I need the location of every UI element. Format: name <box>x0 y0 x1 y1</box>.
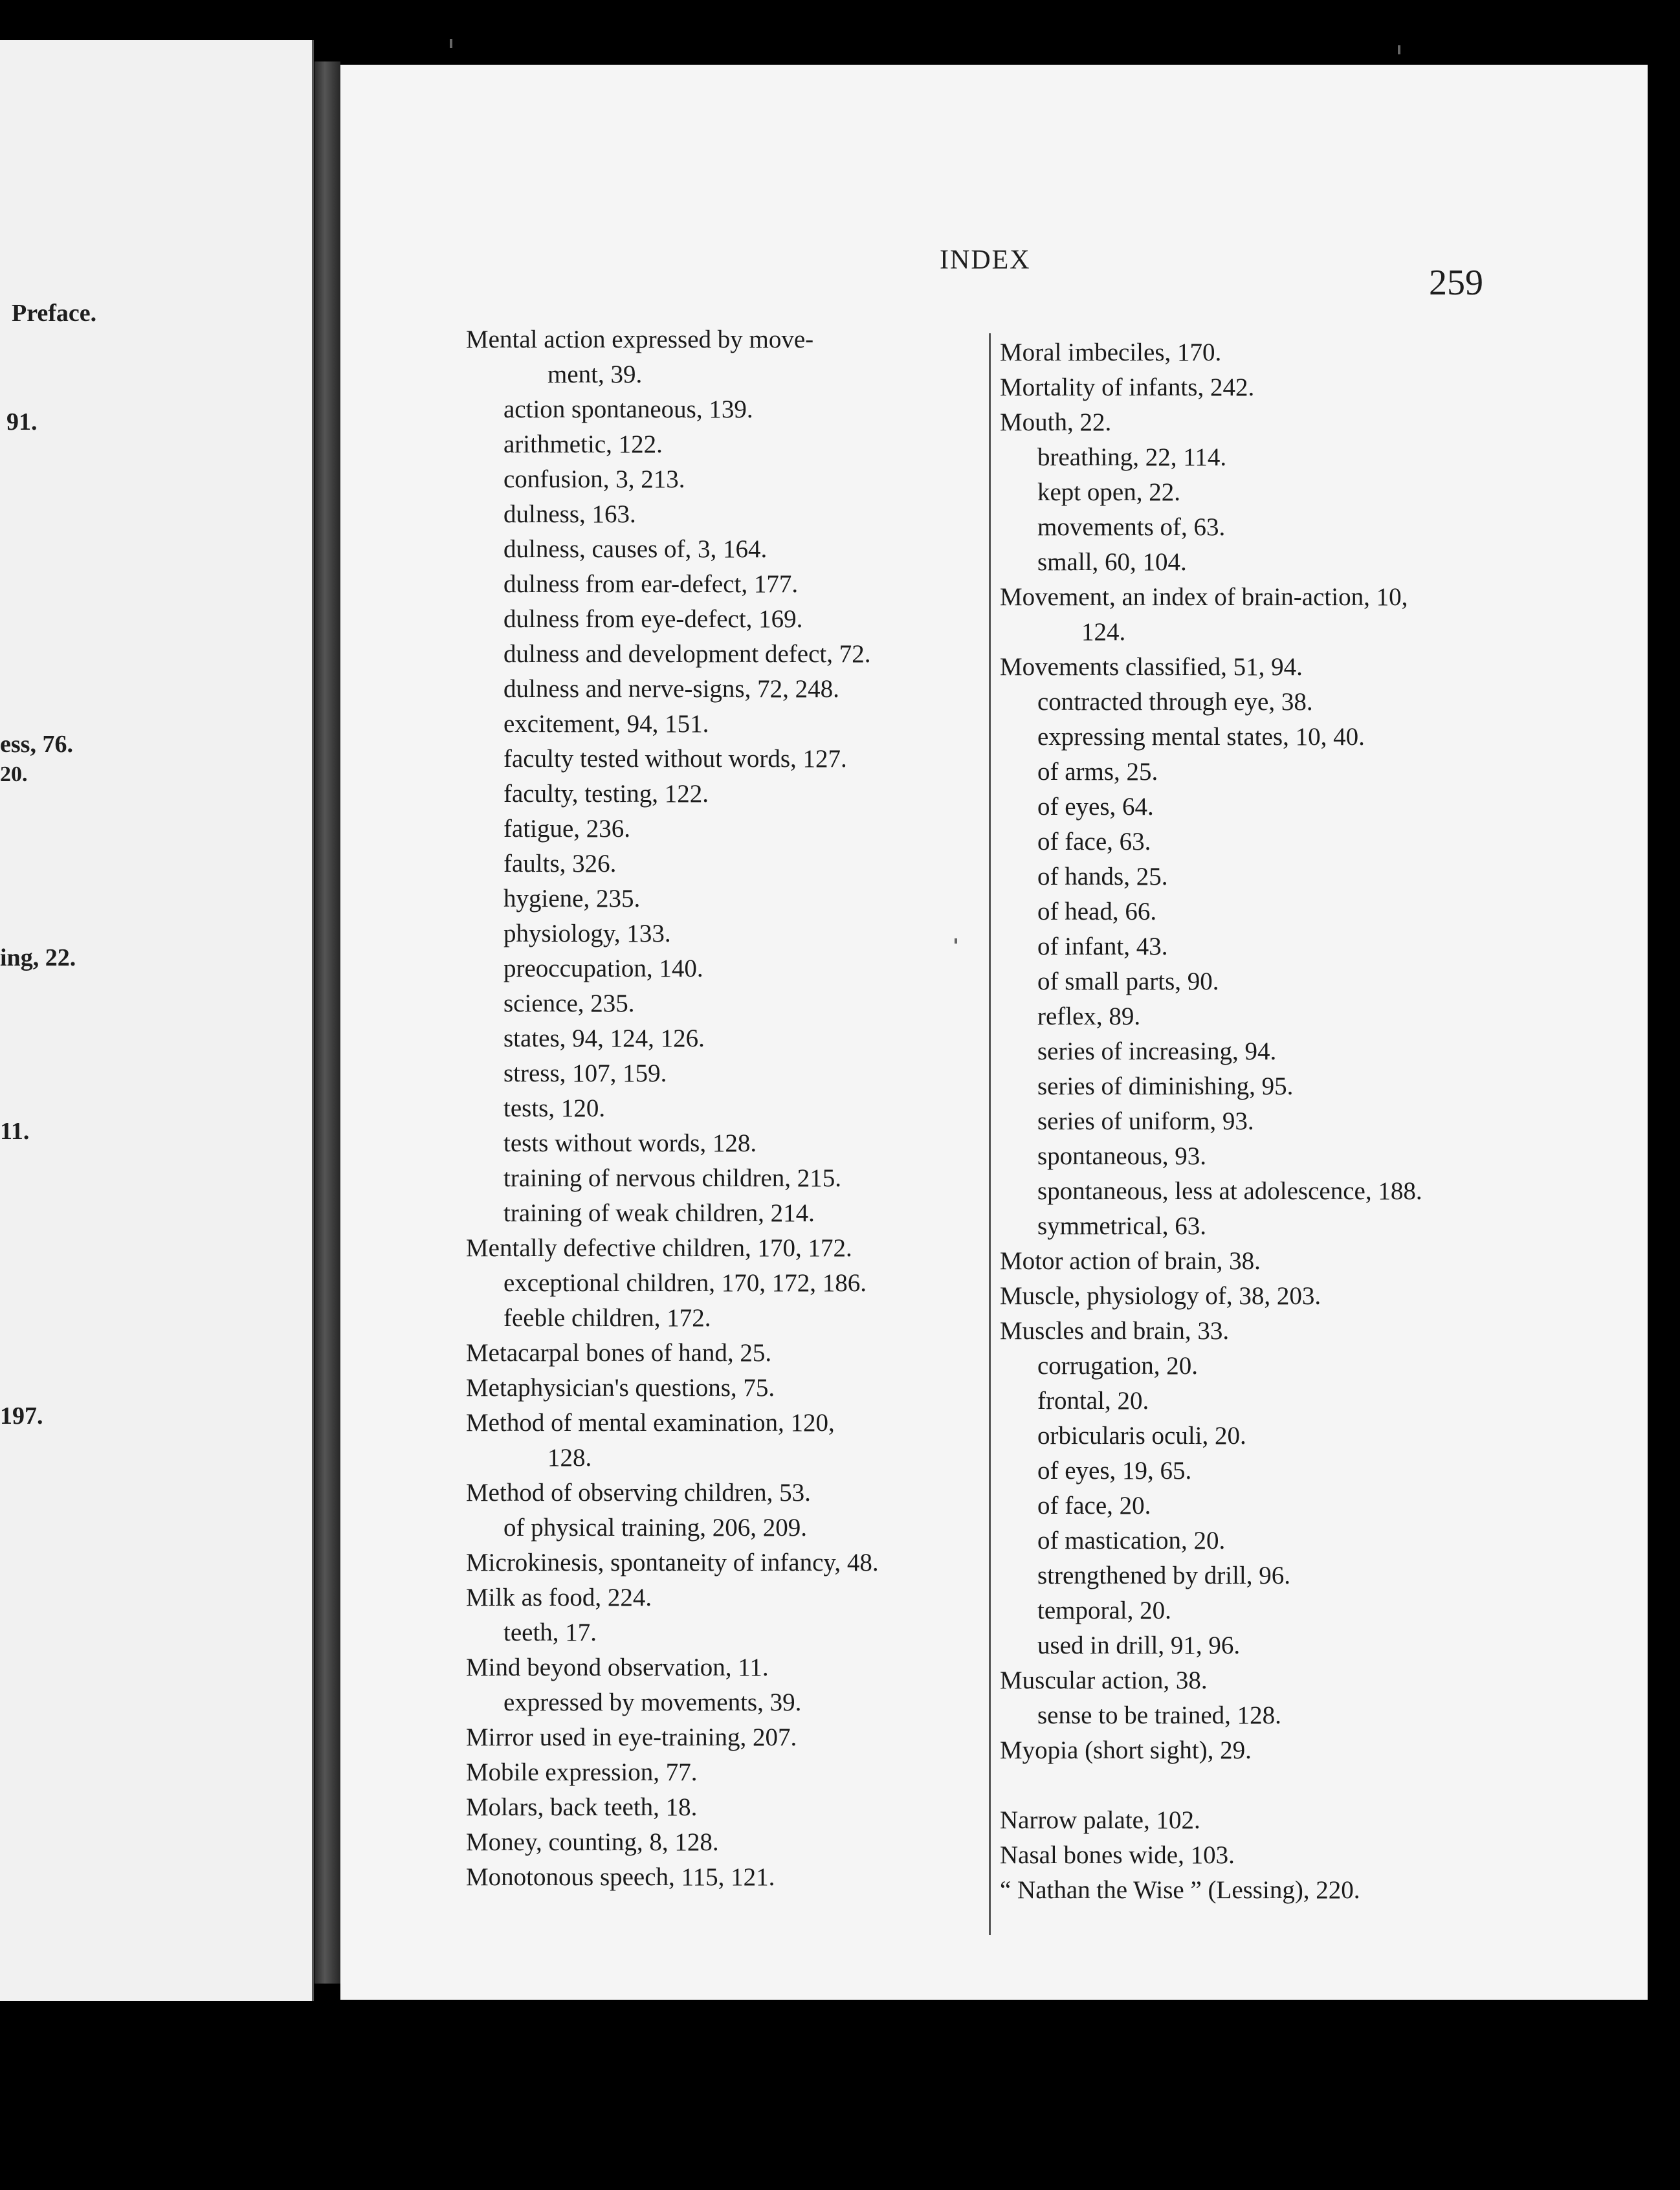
index-entry: of eyes, 64. <box>1037 793 1154 821</box>
index-entry: Muscles and brain, 33. <box>1000 1317 1230 1345</box>
index-entry: Metaphysician's questions, 75. <box>466 1374 775 1402</box>
index-entry: training of nervous children, 215. <box>503 1164 842 1192</box>
index-entry: expressed by movements, 39. <box>503 1688 802 1716</box>
index-entry: teeth, 17. <box>503 1619 597 1646</box>
index-entry: Nasal bones wide, 103. <box>1000 1841 1235 1869</box>
index-entry: sense to be trained, 128. <box>1037 1701 1281 1729</box>
index-entry: series of uniform, 93. <box>1037 1107 1254 1135</box>
index-entry: hygiene, 235. <box>503 885 641 912</box>
index-entry: Mortality of infants, 242. <box>1000 373 1255 401</box>
column-divider <box>989 333 991 1935</box>
index-entry: dulness, causes of, 3, 164. <box>503 535 768 563</box>
index-entry: dulness from eye-defect, 169. <box>503 605 803 633</box>
index-entry: dulness and nerve-signs, 72, 248. <box>503 675 839 703</box>
index-entry: Method of mental examination, 120, <box>466 1409 835 1437</box>
index-entry: frontal, 20. <box>1037 1387 1149 1415</box>
index-entry: arithmetic, 122. <box>503 430 663 458</box>
index-entry: reflex, 89. <box>1037 1002 1141 1030</box>
index-entry: “ Nathan the Wise ” (Lessing), 220. <box>1000 1876 1360 1904</box>
index-entry: feeble children, 172. <box>503 1304 711 1332</box>
index-entry: of mastication, 20. <box>1037 1527 1226 1554</box>
index-column-left <box>466 322 977 1895</box>
index-entry: science, 235. <box>503 990 635 1017</box>
book-spine <box>315 61 340 1984</box>
index-entry: Milk as food, 224. <box>466 1584 652 1611</box>
index-entry <box>1000 1768 1466 1803</box>
scan-speck <box>1398 45 1400 54</box>
index-entry: 124. <box>1081 618 1126 646</box>
index-entry: small, 60, 104. <box>1037 548 1187 576</box>
margin-fragment: 91. <box>6 408 38 436</box>
index-entry: confusion, 3, 213. <box>503 465 685 493</box>
index-entry: Moral imbeciles, 170. <box>1000 338 1222 366</box>
running-header: INDEX <box>940 245 1031 275</box>
scan-speck <box>955 938 957 944</box>
index-entry: faculty tested without words, 127. <box>503 745 847 773</box>
index-entry: corrugation, 20. <box>1037 1352 1199 1380</box>
index-entry: spontaneous, 93. <box>1037 1142 1207 1170</box>
index-entry: Muscle, physiology of, 38, 203. <box>1000 1282 1321 1310</box>
index-entry: of eyes, 19, 65. <box>1037 1457 1192 1485</box>
index-entry: strengthened by drill, 96. <box>1037 1562 1291 1589</box>
index-entry: states, 94, 124, 126. <box>503 1024 705 1052</box>
margin-fragment: 197. <box>0 1402 43 1430</box>
index-entry: dulness from ear-defect, 177. <box>503 570 799 598</box>
margin-fragment: 11. <box>0 1118 30 1145</box>
scan-speck <box>450 39 452 48</box>
index-entry: of arms, 25. <box>1037 758 1158 786</box>
index-entry: preoccupation, 140. <box>503 955 703 982</box>
index-entry: exceptional children, 170, 172, 186. <box>503 1269 867 1297</box>
index-entry: of physical training, 206, 209. <box>503 1514 808 1542</box>
index-entry: of small parts, 90. <box>1037 968 1219 995</box>
index-entry: Method of observing children, 53. <box>466 1479 811 1507</box>
index-entry: temporal, 20. <box>1037 1597 1171 1624</box>
index-entry: stress, 107, 159. <box>503 1059 667 1087</box>
index-entry: Mobile expression, 77. <box>466 1758 698 1786</box>
index-entry: training of weak children, 214. <box>503 1199 815 1227</box>
index-entry: expressing mental states, 10, 40. <box>1037 723 1365 751</box>
index-entry: kept open, 22. <box>1037 478 1180 506</box>
index-entry: of head, 66. <box>1037 898 1157 925</box>
index-entry: dulness, 163. <box>503 500 636 528</box>
index-entry: Monotonous speech, 115, 121. <box>466 1863 775 1891</box>
index-entry: faculty, testing, 122. <box>503 780 709 808</box>
index-entry: Molars, back teeth, 18. <box>466 1793 698 1821</box>
index-entry: Movements classified, 51, 94. <box>1000 653 1303 681</box>
index-entry: of infant, 43. <box>1037 933 1168 960</box>
margin-fragment: Preface. <box>12 300 97 327</box>
index-entry: of face, 20. <box>1037 1492 1151 1520</box>
index-entry: Narrow palate, 102. <box>1000 1806 1200 1834</box>
index-entry: orbicularis oculi, 20. <box>1037 1422 1246 1450</box>
index-entry: Movement, an index of brain-action, 10, <box>1000 583 1408 611</box>
index-entry: Muscular action, 38. <box>1000 1666 1208 1694</box>
index-entry: of hands, 25. <box>1037 863 1168 890</box>
margin-fragment: 20. <box>0 762 28 786</box>
index-entry: Motor action of brain, 38. <box>1000 1247 1261 1275</box>
index-entry: ment, 39. <box>547 360 643 388</box>
index-entry: Mental action expressed by move- <box>466 326 814 353</box>
index-entry: tests, 120. <box>503 1094 606 1122</box>
index-entry: symmetrical, 63. <box>1037 1212 1207 1240</box>
index-entry: 128. <box>547 1444 592 1472</box>
index-entry: action spontaneous, 139. <box>503 395 753 423</box>
index-column-right <box>1000 335 1466 1908</box>
index-entry: Myopia (short sight), 29. <box>1000 1736 1252 1764</box>
margin-fragment: ess, 76. <box>0 731 73 758</box>
index-entry: Metacarpal bones of hand, 25. <box>466 1339 772 1367</box>
index-entry: series of diminishing, 95. <box>1037 1072 1294 1100</box>
index-entry: of face, 63. <box>1037 828 1151 856</box>
index-entry: Mind beyond observation, 11. <box>466 1654 769 1681</box>
index-entry: breathing, 22, 114. <box>1037 443 1227 471</box>
index-entry: series of increasing, 94. <box>1037 1037 1277 1065</box>
page-number: 259 <box>1429 263 1483 303</box>
index-entry: Microkinesis, spontaneity of infancy, 48. <box>466 1549 879 1576</box>
index-entry: fatigue, 236. <box>503 815 631 843</box>
facing-page <box>0 40 314 2001</box>
index-entry: excitement, 94, 151. <box>503 710 709 738</box>
index-entry: tests without words, 128. <box>503 1129 757 1157</box>
margin-fragment: ing, 22. <box>0 944 76 971</box>
index-entry: Mirror used in eye-training, 207. <box>466 1723 797 1751</box>
index-entry: spontaneous, less at adolescence, 188. <box>1037 1177 1422 1205</box>
index-entry: movements of, 63. <box>1037 513 1226 541</box>
index-entry: faults, 326. <box>503 850 617 878</box>
index-entry: Mentally defective children, 170, 172. <box>466 1234 852 1262</box>
index-entry: used in drill, 91, 96. <box>1037 1631 1241 1659</box>
index-entry: physiology, 133. <box>503 920 671 947</box>
index-entry: Money, counting, 8, 128. <box>466 1828 719 1856</box>
index-entry: dulness and development defect, 72. <box>503 640 871 668</box>
index-entry: contracted through eye, 38. <box>1037 688 1313 716</box>
index-entry: Mouth, 22. <box>1000 408 1112 436</box>
